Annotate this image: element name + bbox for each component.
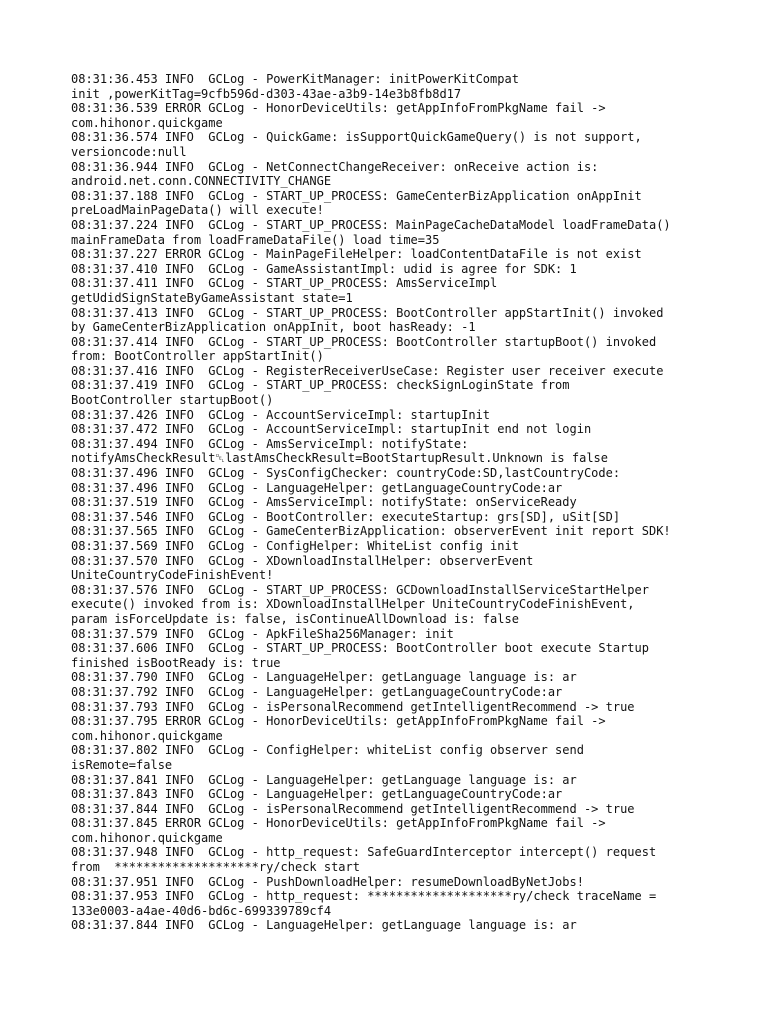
log-line: 133e0003-a4ae-40d6-bd6c-699339789cf4 xyxy=(71,903,332,918)
log-line: 08:31:37.793 INFO GCLog - isPersonalRecommend getIntelligentRecommend -> true xyxy=(71,699,635,714)
log-line: 08:31:37.496 INFO GCLog - LanguageHelper: getLanguageCountryCode:ar xyxy=(71,480,563,495)
log-line: UniteCountryCodeFinishEvent! xyxy=(71,568,274,583)
log-line: mainFrameData from loadFrameDataFile() load time=35 xyxy=(71,232,440,247)
log-line: 08:31:37.414 INFO GCLog - START_UP_PROCESS: BootController startupBoot() invoked xyxy=(71,334,657,349)
log-line: 08:31:36.453 INFO GCLog - PowerKitManager: initPowerKitCompat xyxy=(71,72,519,86)
log-line: 08:31:37.570 INFO GCLog - XDownloadInstallHelper: observerEvent xyxy=(71,553,534,568)
log-line: 08:31:37.413 INFO GCLog - START_UP_PROCESS: BootController appStartInit() invoked xyxy=(71,305,664,320)
log-line: 08:31:37.844 INFO GCLog - isPersonalRecommend getIntelligentRecommend -> true xyxy=(71,801,635,816)
log-text-block xyxy=(71,72,731,933)
log-line: 08:31:37.411 INFO GCLog - START_UP_PROCESS: AmsServiceImpl xyxy=(71,276,498,291)
log-line: 08:31:37.426 INFO GCLog - AccountServiceImpl: startupInit xyxy=(71,407,491,422)
log-line: 08:31:37.224 INFO GCLog - START_UP_PROCESS: MainPageCacheDataModel loadFrameData() xyxy=(71,217,671,232)
log-line: from: BootController appStartInit() xyxy=(71,349,324,364)
log-line: 08:31:37.948 INFO GCLog - http_request: SafeGuardInterceptor intercept() request xyxy=(71,845,657,860)
log-line: 08:31:37.569 INFO GCLog - ConfigHelper: WhiteList config init xyxy=(71,539,519,553)
log-line: 08:31:37.843 INFO GCLog - LanguageHelper: getLanguageCountryCode:ar xyxy=(71,787,563,802)
log-line: 08:31:36.539 ERROR GCLog - HonorDeviceUtils: getAppInfoFromPkgName fail -> xyxy=(71,101,606,116)
log-line: param isForceUpdate is: false, isContinueAllDownload is: false xyxy=(71,611,519,626)
log-line: BootController startupBoot() xyxy=(71,393,274,408)
log-line: init ,powerKitTag=9cfb596d-d303-43ae-a3b9-14e3b8fb8d17 xyxy=(71,86,462,101)
log-line: 08:31:37.844 INFO GCLog - LanguageHelper: getLanguage language is: ar xyxy=(71,918,577,933)
log-line: 08:31:37.227 ERROR GCLog - MainPageFileHelper: loadContentDataFile is not exist xyxy=(71,247,642,262)
log-line: 08:31:37.410 INFO GCLog - GameAssistantImpl: udid is agree for SDK: 1 xyxy=(71,261,577,276)
log-line: 08:31:37.472 INFO GCLog - AccountServiceImpl: startupInit end not login xyxy=(71,422,592,437)
log-line: 08:31:37.841 INFO GCLog - LanguageHelper: getLanguage language is: ar xyxy=(71,772,577,787)
log-line: 08:31:37.416 INFO GCLog - RegisterReceiverUseCase: Register user receiver execute xyxy=(71,363,664,378)
log-line: com.hihonor.quickgame xyxy=(71,830,223,845)
log-line: execute() invoked from is: XDownloadInstallHelper UniteCountryCodeFinishEvent, xyxy=(71,597,635,612)
log-line: by GameCenterBizApplication onAppInit, boot hasReady: -1 xyxy=(71,320,476,335)
log-line: preLoadMainPageData() will execute! xyxy=(71,203,324,218)
log-line: 08:31:37.953 INFO GCLog - http_request: ********************ry/check traceName = xyxy=(71,889,657,904)
log-line: 08:31:37.419 INFO GCLog - START_UP_PROCESS: checkSignLoginState from xyxy=(71,378,570,393)
log-line: 08:31:37.576 INFO GCLog - START_UP_PROCESS: GCDownloadInstallServiceStartHelper xyxy=(71,582,649,597)
log-line: 08:31:37.792 INFO GCLog - LanguageHelper: getLanguageCountryCode:ar xyxy=(71,684,563,699)
log-line: notifyAmsCheckResult␡lastAmsCheckResult=BootStartupResult.Unknown is false xyxy=(71,451,608,466)
log-line: 08:31:37.494 INFO GCLog - AmsServiceImpl: notifyState: xyxy=(71,436,469,451)
log-line: getUdidSignStateByGameAssistant state=1 xyxy=(71,290,353,305)
log-line: 08:31:36.944 INFO GCLog - NetConnectChangeReceiver: onReceive action is: xyxy=(71,159,599,174)
log-line: 08:31:37.579 INFO GCLog - ApkFileSha256Manager: init xyxy=(71,626,454,641)
log-line: 08:31:37.565 INFO GCLog - GameCenterBizApplication: observerEvent init report SDK! xyxy=(71,524,671,539)
log-line: 08:31:37.188 INFO GCLog - START_UP_PROCESS: GameCenterBizApplication onAppInit xyxy=(71,188,642,203)
log-line: 08:31:37.795 ERROR GCLog - HonorDeviceUtils: getAppInfoFromPkgName fail -> xyxy=(71,714,606,729)
log-line: 08:31:37.845 ERROR GCLog - HonorDeviceUtils: getAppInfoFromPkgName fail -> xyxy=(71,816,606,831)
log-line: 08:31:37.951 INFO GCLog - PushDownloadHelper: resumeDownloadByNetJobs! xyxy=(71,874,584,889)
log-line: isRemote=false xyxy=(71,757,173,772)
log-line: 08:31:37.546 INFO GCLog - BootController: executeStartup: grs[SD], uSit[SD] xyxy=(71,509,621,524)
log-line: 08:31:37.802 INFO GCLog - ConfigHelper: whiteList config observer send xyxy=(71,743,584,758)
log-line: com.hihonor.quickgame xyxy=(71,115,223,130)
log-line: from ********************ry/check start xyxy=(71,860,360,875)
log-line: android.net.conn.CONNECTIVITY_CHANGE xyxy=(71,174,332,189)
log-line: com.hihonor.quickgame xyxy=(71,728,223,743)
log-line: 08:31:37.790 INFO GCLog - LanguageHelper: getLanguage language is: ar xyxy=(71,670,577,685)
log-line: 08:31:36.574 INFO GCLog - QuickGame: isSupportQuickGameQuery() is not support, xyxy=(71,130,642,145)
log-line: 08:31:37.496 INFO GCLog - SysConfigChecker: countryCode:SD,lastCountryCode: xyxy=(71,466,621,481)
log-line: versioncode:null xyxy=(71,144,187,159)
log-line: finished isBootReady is: true xyxy=(71,655,281,670)
log-line: 08:31:37.606 INFO GCLog - START_UP_PROCESS: BootController boot execute Startup xyxy=(71,641,649,656)
log-line: 08:31:37.519 INFO GCLog - AmsServiceImpl: notifyState: onServiceReady xyxy=(71,495,577,510)
